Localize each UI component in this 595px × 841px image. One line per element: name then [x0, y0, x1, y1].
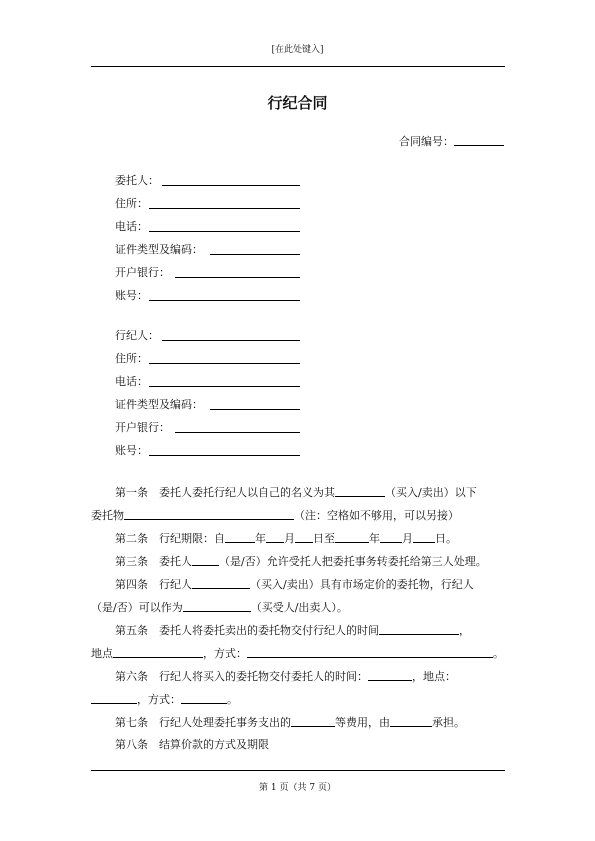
broker-phone-field[interactable] [115, 373, 148, 389]
principal-name-line[interactable] [162, 185, 300, 186]
principal-account-label: 账号： [115, 289, 148, 302]
clause-2-start-month-blank[interactable] [266, 530, 284, 543]
clause-7-text-b: 等费用，由 [335, 716, 390, 729]
contract-number-blank[interactable] [454, 133, 504, 146]
broker-id-label: 证件类型及编码： [115, 398, 203, 411]
clause-5-text-b: ， [459, 624, 470, 637]
clause-3 [115, 553, 487, 570]
clause-2-year-2: 年 [369, 532, 380, 545]
broker-bank-line[interactable] [175, 432, 300, 433]
clause-4-text-c: （是/否）可以作为 [91, 601, 183, 614]
clause-8: 第八条 结算价款的方式及期限 [115, 738, 269, 751]
principal-name-label: 委托人： [115, 174, 159, 187]
broker-account-field[interactable] [115, 442, 148, 458]
clause-6-text-d: 。 [227, 693, 238, 706]
clause-5-line-1 [115, 622, 470, 639]
clause-5-text-a: 第五条 委托人将委托卖出的委托物交付行纪人的时间 [115, 624, 379, 637]
clause-3-yes-no-blank[interactable] [192, 553, 219, 566]
clause-3-text-a: 第三条 委托人 [115, 555, 192, 568]
broker-id-line[interactable] [210, 409, 300, 410]
principal-phone-field[interactable] [115, 218, 148, 234]
clause-4-text-a: 第四条 行纪人 [115, 578, 192, 591]
principal-bank-line[interactable] [175, 277, 300, 278]
clause-6-text-b: ，地点： [412, 670, 456, 683]
clause-2 [115, 530, 457, 547]
broker-address-field[interactable] [115, 350, 148, 366]
clause-5-method-blank[interactable] [247, 645, 493, 658]
clause-2-end-day-blank[interactable] [413, 530, 435, 543]
principal-account-field[interactable] [115, 287, 148, 303]
clause-5-text-c: 地点 [91, 647, 113, 660]
clause-6-method-blank[interactable] [181, 691, 227, 704]
broker-name-label: 行纪人： [115, 329, 159, 342]
clause-6-line-1 [115, 668, 456, 685]
principal-address-label: 住所： [115, 197, 148, 210]
clause-1-buy-sell-blank[interactable] [335, 484, 385, 497]
clause-6-place-blank[interactable] [91, 691, 137, 704]
clause-2-day-2: 日。 [435, 532, 457, 545]
principal-phone-label: 电话： [115, 220, 148, 233]
clause-1-text-b: （买入/卖出）以下 [385, 486, 477, 499]
clause-7 [115, 714, 465, 731]
document-title: 行纪合同 [267, 94, 328, 112]
principal-address-line[interactable] [149, 208, 300, 209]
clause-5-time-blank[interactable] [379, 622, 459, 635]
clause-6-text-a: 第六条 行纪人将买入的委托物交付委托人的时间： [115, 670, 368, 683]
clause-2-start-day-blank[interactable] [295, 530, 313, 543]
clause-2-year-1: 年 [255, 532, 266, 545]
clause-4-line-1 [115, 576, 474, 593]
footer-rule [91, 770, 505, 771]
clause-5-place-blank[interactable] [113, 645, 203, 658]
clause-7-fees-blank[interactable] [291, 714, 335, 727]
principal-bank-field[interactable] [115, 264, 170, 280]
principal-phone-line[interactable] [149, 231, 300, 232]
clause-2-start-year-blank[interactable] [225, 530, 255, 543]
broker-phone-label: 电话： [115, 375, 148, 388]
clause-2-month-1: 月 [284, 532, 295, 545]
page-header: [在此处键入] [271, 45, 324, 55]
broker-account-line[interactable] [149, 455, 300, 456]
clause-4-text-d: （买受人/出卖人）。 [250, 601, 348, 614]
broker-address-label: 住所： [115, 352, 148, 365]
clause-2-end-month-blank[interactable] [380, 530, 402, 543]
clause-1-item-blank[interactable] [124, 507, 294, 520]
clause-1-text-a: 第一条 委托人委托行纪人以自己的名义为其 [115, 486, 335, 499]
broker-bank-field[interactable] [115, 419, 170, 435]
clause-1-line-2 [91, 507, 459, 524]
clause-1-line-1 [115, 484, 477, 501]
broker-name-line[interactable] [162, 340, 300, 341]
clause-2-end-year-blank[interactable] [335, 530, 369, 543]
broker-bank-label: 开户银行： [115, 421, 170, 434]
principal-id-field[interactable] [115, 241, 203, 257]
clause-1-text-d: （注：空格如不够用，可以另接） [294, 509, 459, 522]
principal-name-field[interactable] [115, 172, 159, 188]
clause-4-text-b: （买入/卖出）具有市场定价的委托物，行纪人 [250, 578, 474, 591]
clause-7-text-c: 承担。 [432, 716, 465, 729]
header-rule [91, 66, 505, 67]
clause-5-line-2 [91, 645, 504, 662]
clause-5-text-e: 。 [493, 647, 504, 660]
clause-2-month-2: 月 [402, 532, 413, 545]
principal-account-line[interactable] [149, 300, 300, 301]
principal-address-field[interactable] [115, 195, 148, 211]
contract-number [399, 133, 504, 149]
principal-id-line[interactable] [210, 254, 300, 255]
broker-address-line[interactable] [149, 363, 300, 364]
clause-4-line-2 [91, 599, 348, 616]
principal-id-label: 证件类型及编码： [115, 243, 203, 256]
clause-6-line-2 [91, 691, 238, 708]
clause-4-buy-sell-blank[interactable] [192, 576, 250, 589]
page-footer: 第 1 页（共 7 页） [259, 783, 336, 793]
clause-6-text-c: ，方式： [137, 693, 181, 706]
clause-1-text-c: 委托物 [91, 509, 124, 522]
broker-phone-line[interactable] [149, 386, 300, 387]
clause-3-text-b: （是/否）允许受托人把委托事务转委托给第三人处理。 [219, 555, 487, 568]
clause-7-payer-blank[interactable] [390, 714, 432, 727]
clause-6-time-blank[interactable] [368, 668, 412, 681]
broker-id-field[interactable] [115, 396, 203, 412]
broker-name-field[interactable] [115, 327, 159, 343]
clause-4-role-blank[interactable] [183, 599, 251, 612]
broker-account-label: 账号： [115, 444, 148, 457]
principal-bank-label: 开户银行： [115, 266, 170, 279]
clause-7-text-a: 第七条 行纪人处理委托事务支出的 [115, 716, 291, 729]
contract-number-label: 合同编号： [399, 135, 454, 148]
clause-2-text-a: 第二条 行纪期限：自 [115, 532, 225, 545]
clause-5-text-d: ，方式： [203, 647, 247, 660]
clause-2-day-1: 日至 [313, 532, 335, 545]
